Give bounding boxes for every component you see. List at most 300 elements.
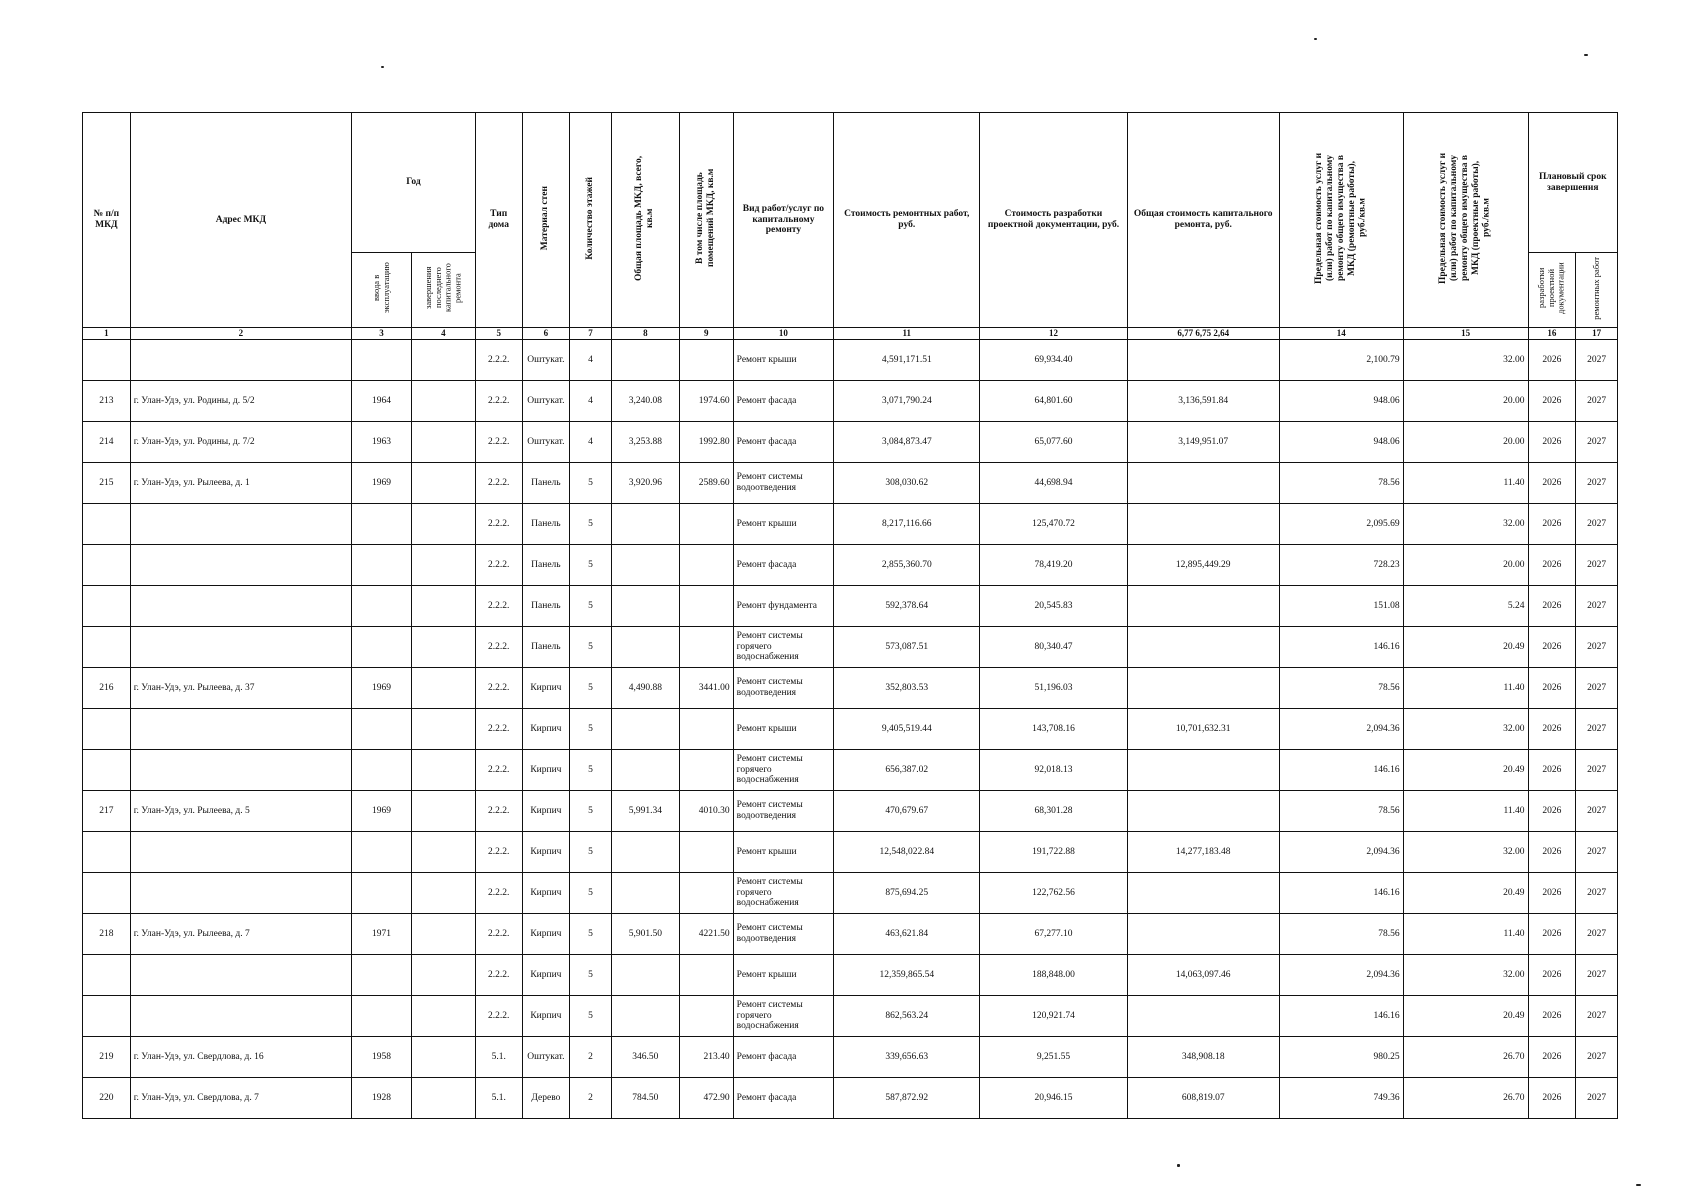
cell-limit-repair: 146.16: [1279, 750, 1403, 791]
cell-year: [352, 832, 412, 873]
column-number: 12: [980, 328, 1127, 340]
cell-last-repair: [411, 668, 475, 709]
scan-speck: [1314, 38, 1317, 40]
cell-floors: 5: [570, 586, 612, 627]
cell-wall: Панель: [522, 504, 570, 545]
cell-address: [130, 750, 351, 791]
cell-wall: Панель: [522, 627, 570, 668]
cell-term-works: 2027: [1576, 545, 1618, 586]
cell-term-design: 2026: [1528, 463, 1576, 504]
cell-limit-design: 32.00: [1403, 709, 1528, 750]
table-row: [83, 709, 1618, 750]
cell-total-cost: [1127, 996, 1279, 1037]
table-body: [83, 340, 1618, 1119]
cell-total-area: 3,240.08: [611, 381, 679, 422]
cell-repair-cost: 339,656.63: [834, 1037, 980, 1078]
cell-last-repair: [411, 914, 475, 955]
header-house-type: Тип дома: [475, 113, 522, 328]
header-work-type: Вид работ/услуг по капитальному ремонту: [733, 113, 834, 328]
cell-house-type: 2.2.2.: [475, 914, 522, 955]
cell-wall: Оштукат.: [522, 1037, 570, 1078]
cell-design-cost: 20,946.15: [980, 1078, 1127, 1119]
cell-limit-repair: 78.56: [1279, 791, 1403, 832]
header-term-works: ремонтных работ: [1576, 253, 1618, 328]
cell-term-works: 2027: [1576, 832, 1618, 873]
cell-term-design: 2026: [1528, 340, 1576, 381]
cell-total-area: [611, 832, 679, 873]
cell-design-cost: 51,196.03: [980, 668, 1127, 709]
cell-total-cost: 12,895,449.29: [1127, 545, 1279, 586]
cell-wall: Кирпич: [522, 914, 570, 955]
table-row: [83, 340, 1618, 381]
cell-year: 1969: [352, 668, 412, 709]
cell-floors: 5: [570, 791, 612, 832]
cell-work-type: Ремонт системы горячего водоснабжения: [733, 996, 834, 1037]
cell-year: [352, 955, 412, 996]
cell-last-repair: [411, 955, 475, 996]
cell-term-works: 2027: [1576, 668, 1618, 709]
cell-total-cost: [1127, 914, 1279, 955]
cell-work-type: Ремонт фундамента: [733, 586, 834, 627]
cell-total-area: [611, 340, 679, 381]
cell-term-works: 2027: [1576, 381, 1618, 422]
cell-limit-design: 20.00: [1403, 422, 1528, 463]
cell-house-type: 2.2.2.: [475, 791, 522, 832]
cell-limit-design: 32.00: [1403, 504, 1528, 545]
cell-design-cost: 120,921.74: [980, 996, 1127, 1037]
column-number: 14: [1279, 328, 1403, 340]
header-wall-material: Материал стен: [522, 113, 570, 328]
cell-design-cost: 125,470.72: [980, 504, 1127, 545]
cell-total-cost: [1127, 504, 1279, 545]
cell-last-repair: [411, 586, 475, 627]
cell-limit-design: 11.40: [1403, 668, 1528, 709]
table-row: [83, 832, 1618, 873]
header-limit-design: Предельная стоимость услуг и (или) работ по капитальному ремонту общего имущества в МКД (проектные работы), руб./кв.м: [1403, 113, 1528, 328]
column-number: 5: [475, 328, 522, 340]
cell-address: [130, 504, 351, 545]
cell-premises-area: 1974.60: [679, 381, 733, 422]
cell-year: [352, 627, 412, 668]
cell-total-area: 3,253.88: [611, 422, 679, 463]
cell-no: [83, 873, 131, 914]
table-row: [83, 545, 1618, 586]
cell-floors: 5: [570, 914, 612, 955]
cell-repair-cost: 470,679.67: [834, 791, 980, 832]
cell-term-works: 2027: [1576, 709, 1618, 750]
header-repair-cost: Стоимость ремонтных работ, руб.: [834, 113, 980, 328]
cell-design-cost: 92,018.13: [980, 750, 1127, 791]
cell-term-works: 2027: [1576, 504, 1618, 545]
cell-address: г. Улан-Удэ, ул. Свердлова, д. 16: [130, 1037, 351, 1078]
cell-address: [130, 586, 351, 627]
cell-house-type: 2.2.2.: [475, 832, 522, 873]
cell-last-repair: [411, 996, 475, 1037]
cell-limit-repair: 2,094.36: [1279, 709, 1403, 750]
cell-limit-design: 20.49: [1403, 996, 1528, 1037]
cell-wall: Панель: [522, 545, 570, 586]
cell-design-cost: 67,277.10: [980, 914, 1127, 955]
cell-address: г. Улан-Удэ, ул. Рылеева, д. 1: [130, 463, 351, 504]
cell-address: [130, 832, 351, 873]
cell-limit-repair: 948.06: [1279, 381, 1403, 422]
cell-term-works: 2027: [1576, 955, 1618, 996]
cell-floors: 5: [570, 463, 612, 504]
cell-year: 1928: [352, 1078, 412, 1119]
cell-year: [352, 996, 412, 1037]
cell-year: [352, 873, 412, 914]
cell-design-cost: 20,545.83: [980, 586, 1127, 627]
cell-house-type: 2.2.2.: [475, 996, 522, 1037]
cell-term-works: 2027: [1576, 791, 1618, 832]
cell-work-type: Ремонт крыши: [733, 504, 834, 545]
cell-premises-area: 2589.60: [679, 463, 733, 504]
cell-term-works: 2027: [1576, 463, 1618, 504]
cell-repair-cost: 862,563.24: [834, 996, 980, 1037]
table-row: [83, 422, 1618, 463]
scan-speck: [1584, 54, 1588, 56]
cell-address: г. Улан-Удэ, ул. Рылеева, д. 7: [130, 914, 351, 955]
header-design-cost: Стоимость разработки проектной документации, руб.: [980, 113, 1127, 328]
cell-work-type: Ремонт системы водоотведения: [733, 668, 834, 709]
cell-term-design: 2026: [1528, 381, 1576, 422]
cell-term-design: 2026: [1528, 422, 1576, 463]
column-number: 11: [834, 328, 980, 340]
cell-premises-area: 1992.80: [679, 422, 733, 463]
header-term: Плановый срок завершения: [1528, 113, 1617, 253]
cell-no: [83, 832, 131, 873]
cell-total-cost: 608,819.07: [1127, 1078, 1279, 1119]
cell-work-type: Ремонт крыши: [733, 955, 834, 996]
cell-total-cost: [1127, 340, 1279, 381]
cell-total-cost: 14,063,097.46: [1127, 955, 1279, 996]
cell-floors: 5: [570, 627, 612, 668]
cell-address: г. Улан-Удэ, ул. Родины, д. 7/2: [130, 422, 351, 463]
cell-term-works: 2027: [1576, 586, 1618, 627]
column-number: 9: [679, 328, 733, 340]
cell-last-repair: [411, 504, 475, 545]
column-number: 8: [611, 328, 679, 340]
cell-premises-area: 213.40: [679, 1037, 733, 1078]
cell-design-cost: 188,848.00: [980, 955, 1127, 996]
table-row: [83, 586, 1618, 627]
cell-wall: Кирпич: [522, 668, 570, 709]
cell-house-type: 2.2.2.: [475, 668, 522, 709]
cell-premises-area: 4010.30: [679, 791, 733, 832]
column-number: 2: [130, 328, 351, 340]
cell-work-type: Ремонт фасада: [733, 381, 834, 422]
cell-work-type: Ремонт системы водоотведения: [733, 791, 834, 832]
cell-wall: Кирпич: [522, 791, 570, 832]
header-year-commission: ввода в эксплуатацию: [352, 253, 412, 328]
cell-house-type: 5.1.: [475, 1078, 522, 1119]
cell-design-cost: 68,301.28: [980, 791, 1127, 832]
cell-total-area: [611, 709, 679, 750]
cell-repair-cost: 587,872.92: [834, 1078, 980, 1119]
cell-repair-cost: 592,378.64: [834, 586, 980, 627]
cell-term-design: 2026: [1528, 873, 1576, 914]
cell-no: 213: [83, 381, 131, 422]
cell-limit-repair: 78.56: [1279, 668, 1403, 709]
cell-repair-cost: 352,803.53: [834, 668, 980, 709]
cell-floors: 2: [570, 1078, 612, 1119]
cell-limit-repair: 948.06: [1279, 422, 1403, 463]
cell-premises-area: [679, 955, 733, 996]
cell-floors: 4: [570, 340, 612, 381]
cell-term-design: 2026: [1528, 668, 1576, 709]
cell-house-type: 2.2.2.: [475, 381, 522, 422]
cell-total-area: [611, 627, 679, 668]
cell-house-type: 2.2.2.: [475, 340, 522, 381]
header-premises-area: В том числе площадь помещений МКД, кв.м: [679, 113, 733, 328]
cell-house-type: 5.1.: [475, 1037, 522, 1078]
cell-term-design: 2026: [1528, 832, 1576, 873]
cell-no: 216: [83, 668, 131, 709]
cell-wall: Панель: [522, 586, 570, 627]
cell-limit-repair: 728.23: [1279, 545, 1403, 586]
cell-term-works: 2027: [1576, 914, 1618, 955]
cell-last-repair: [411, 709, 475, 750]
cell-limit-design: 32.00: [1403, 832, 1528, 873]
cell-house-type: 2.2.2.: [475, 463, 522, 504]
cell-repair-cost: 875,694.25: [834, 873, 980, 914]
cell-limit-repair: 980.25: [1279, 1037, 1403, 1078]
cell-wall: Оштукат.: [522, 381, 570, 422]
cell-term-design: 2026: [1528, 955, 1576, 996]
cell-year: 1969: [352, 791, 412, 832]
cell-wall: Кирпич: [522, 832, 570, 873]
header-total-area: Общая площадь МКД, всего, кв.м: [611, 113, 679, 328]
cell-total-area: 5,991.34: [611, 791, 679, 832]
cell-limit-design: 32.00: [1403, 955, 1528, 996]
column-number: 3: [352, 328, 412, 340]
column-numbers-row: [83, 328, 1618, 340]
cell-premises-area: [679, 996, 733, 1037]
cell-no: [83, 955, 131, 996]
cell-wall: Кирпич: [522, 955, 570, 996]
cell-year: 1963: [352, 422, 412, 463]
cell-premises-area: [679, 340, 733, 381]
cell-limit-design: 26.70: [1403, 1037, 1528, 1078]
cell-last-repair: [411, 381, 475, 422]
cell-design-cost: 143,708.16: [980, 709, 1127, 750]
cell-term-works: 2027: [1576, 996, 1618, 1037]
cell-term-design: 2026: [1528, 750, 1576, 791]
cell-total-area: [611, 586, 679, 627]
cell-work-type: Ремонт системы водоотведения: [733, 463, 834, 504]
scan-speck: [381, 66, 384, 68]
cell-limit-repair: 2,095.69: [1279, 504, 1403, 545]
cell-house-type: 2.2.2.: [475, 627, 522, 668]
cell-year: [352, 586, 412, 627]
cell-work-type: Ремонт фасада: [733, 545, 834, 586]
cell-floors: 5: [570, 750, 612, 791]
cell-repair-cost: 3,084,873.47: [834, 422, 980, 463]
cell-year: [352, 750, 412, 791]
cell-work-type: Ремонт системы горячего водоснабжения: [733, 627, 834, 668]
cell-total-area: 4,490.88: [611, 668, 679, 709]
cell-wall: Кирпич: [522, 996, 570, 1037]
cell-term-design: 2026: [1528, 627, 1576, 668]
cell-house-type: 2.2.2.: [475, 955, 522, 996]
cell-wall: Кирпич: [522, 873, 570, 914]
cell-premises-area: [679, 873, 733, 914]
cell-total-cost: 3,149,951.07: [1127, 422, 1279, 463]
cell-design-cost: 44,698.94: [980, 463, 1127, 504]
cell-design-cost: 69,934.40: [980, 340, 1127, 381]
cell-work-type: Ремонт фасада: [733, 422, 834, 463]
cell-total-cost: [1127, 627, 1279, 668]
cell-premises-area: 3441.00: [679, 668, 733, 709]
cell-limit-repair: 2,100.79: [1279, 340, 1403, 381]
cell-no: [83, 996, 131, 1037]
cell-premises-area: [679, 504, 733, 545]
cell-limit-repair: 78.56: [1279, 914, 1403, 955]
cell-last-repair: [411, 545, 475, 586]
header-year-last-repair: завершения последнего капитального ремонта: [411, 253, 475, 328]
cell-address: г. Улан-Удэ, ул. Рылеева, д. 5: [130, 791, 351, 832]
cell-no: [83, 627, 131, 668]
cell-repair-cost: 8,217,116.66: [834, 504, 980, 545]
cell-total-cost: 14,277,183.48: [1127, 832, 1279, 873]
cell-house-type: 2.2.2.: [475, 873, 522, 914]
cell-limit-design: 20.49: [1403, 627, 1528, 668]
cell-work-type: Ремонт системы горячего водоснабжения: [733, 873, 834, 914]
cell-total-cost: [1127, 668, 1279, 709]
cell-term-design: 2026: [1528, 914, 1576, 955]
cell-design-cost: 65,077.60: [980, 422, 1127, 463]
cell-repair-cost: 308,030.62: [834, 463, 980, 504]
cell-no: [83, 750, 131, 791]
cell-address: [130, 340, 351, 381]
cell-year: 1969: [352, 463, 412, 504]
cell-term-design: 2026: [1528, 1078, 1576, 1119]
cell-term-works: 2027: [1576, 422, 1618, 463]
cell-total-area: 5,901.50: [611, 914, 679, 955]
cell-floors: 2: [570, 1037, 612, 1078]
cell-year: 1971: [352, 914, 412, 955]
cell-premises-area: [679, 545, 733, 586]
cell-repair-cost: 573,087.51: [834, 627, 980, 668]
cell-repair-cost: 463,621.84: [834, 914, 980, 955]
header-total-cost: Общая стоимость капитального ремонта, руб.: [1127, 113, 1279, 328]
cell-repair-cost: 12,548,022.84: [834, 832, 980, 873]
cell-no: [83, 545, 131, 586]
cell-term-works: 2027: [1576, 1078, 1618, 1119]
column-number: 16: [1528, 328, 1576, 340]
cell-limit-repair: 2,094.36: [1279, 955, 1403, 996]
cell-last-repair: [411, 422, 475, 463]
cell-wall: Дерево: [522, 1078, 570, 1119]
cell-limit-design: 11.40: [1403, 914, 1528, 955]
cell-house-type: 2.2.2.: [475, 504, 522, 545]
cell-limit-design: 20.00: [1403, 545, 1528, 586]
cell-year: [352, 545, 412, 586]
table-row: [83, 955, 1618, 996]
table-row: [83, 873, 1618, 914]
header-limit-repair: Предельная стоимость услуг и (или) работ по капитальному ремонту общего имущества в МКД (ремонтные работы), руб./кв.м: [1279, 113, 1403, 328]
cell-no: 215: [83, 463, 131, 504]
cell-last-repair: [411, 832, 475, 873]
cell-work-type: Ремонт системы водоотведения: [733, 914, 834, 955]
scan-speck: [1177, 1164, 1180, 1167]
cell-address: [130, 545, 351, 586]
cell-limit-design: 20.49: [1403, 873, 1528, 914]
cell-floors: 5: [570, 832, 612, 873]
cell-limit-design: 5.24: [1403, 586, 1528, 627]
cell-total-cost: [1127, 463, 1279, 504]
scan-speck: [1636, 1184, 1641, 1186]
capital-repair-table: [82, 112, 1618, 1119]
cell-work-type: Ремонт крыши: [733, 832, 834, 873]
table-row: [83, 996, 1618, 1037]
cell-total-area: [611, 545, 679, 586]
column-number: 4: [411, 328, 475, 340]
cell-repair-cost: 12,359,865.54: [834, 955, 980, 996]
cell-work-type: Ремонт фасада: [733, 1078, 834, 1119]
cell-year: [352, 709, 412, 750]
table-row: [83, 463, 1618, 504]
cell-term-design: 2026: [1528, 504, 1576, 545]
cell-premises-area: [679, 709, 733, 750]
cell-last-repair: [411, 463, 475, 504]
cell-total-cost: 10,701,632.31: [1127, 709, 1279, 750]
table-row: [83, 750, 1618, 791]
column-number: 10: [733, 328, 834, 340]
cell-repair-cost: 3,071,790.24: [834, 381, 980, 422]
cell-limit-repair: 749.36: [1279, 1078, 1403, 1119]
cell-total-cost: 3,136,591.84: [1127, 381, 1279, 422]
cell-last-repair: [411, 1037, 475, 1078]
cell-total-cost: 348,908.18: [1127, 1037, 1279, 1078]
cell-address: [130, 627, 351, 668]
cell-total-cost: [1127, 791, 1279, 832]
cell-premises-area: [679, 832, 733, 873]
cell-no: [83, 504, 131, 545]
cell-total-cost: [1127, 873, 1279, 914]
cell-design-cost: 78,419.20: [980, 545, 1127, 586]
cell-term-works: 2027: [1576, 340, 1618, 381]
column-number: 6,77 6,75 2,64: [1127, 328, 1279, 340]
cell-limit-repair: 146.16: [1279, 996, 1403, 1037]
cell-repair-cost: 2,855,360.70: [834, 545, 980, 586]
cell-repair-cost: 656,387.02: [834, 750, 980, 791]
cell-house-type: 2.2.2.: [475, 545, 522, 586]
cell-house-type: 2.2.2.: [475, 586, 522, 627]
cell-term-works: 2027: [1576, 1037, 1618, 1078]
cell-floors: 4: [570, 422, 612, 463]
cell-limit-repair: 151.08: [1279, 586, 1403, 627]
header-address: Адрес МКД: [130, 113, 351, 328]
cell-design-cost: 64,801.60: [980, 381, 1127, 422]
cell-year: [352, 340, 412, 381]
cell-total-area: [611, 996, 679, 1037]
cell-term-design: 2026: [1528, 709, 1576, 750]
table-row: [83, 627, 1618, 668]
cell-limit-design: 11.40: [1403, 791, 1528, 832]
cell-work-type: Ремонт системы горячего водоснабжения: [733, 750, 834, 791]
cell-premises-area: [679, 627, 733, 668]
cell-no: 218: [83, 914, 131, 955]
table-row: [83, 381, 1618, 422]
cell-design-cost: 9,251.55: [980, 1037, 1127, 1078]
cell-total-area: [611, 750, 679, 791]
header-year: Год: [352, 113, 476, 253]
cell-last-repair: [411, 791, 475, 832]
cell-work-type: Ремонт крыши: [733, 709, 834, 750]
cell-year: [352, 504, 412, 545]
cell-limit-repair: 146.16: [1279, 627, 1403, 668]
